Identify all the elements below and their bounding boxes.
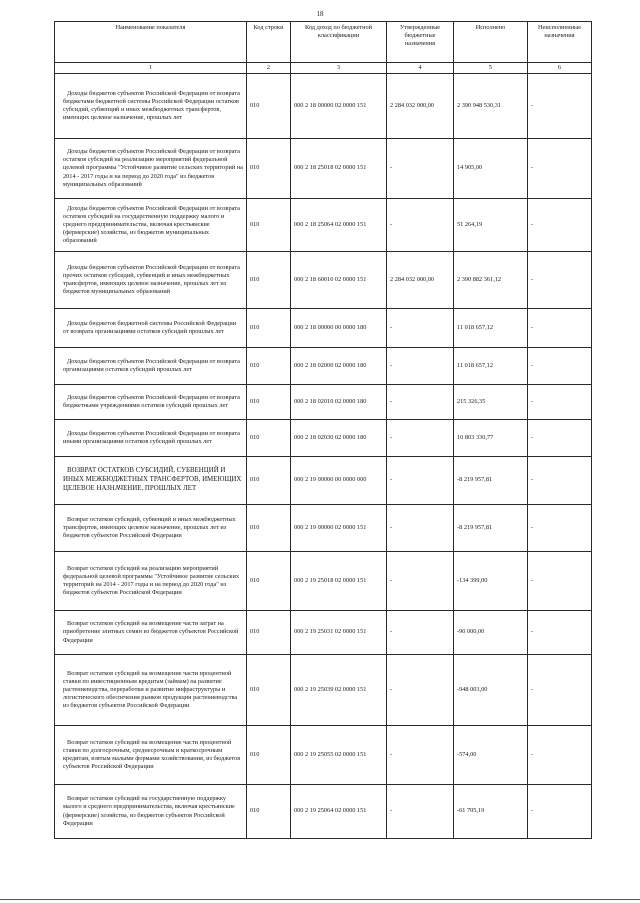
row-approved-amount: - (387, 785, 454, 839)
header-indicator-name: Наименование показателя (55, 22, 247, 63)
row-unexecuted-amount: - (528, 785, 592, 839)
row-executed-amount: -61 705,19 (454, 785, 528, 839)
table-row (55, 726, 592, 785)
table-row (55, 655, 592, 726)
row-approved-amount: - (387, 199, 454, 252)
row-executed-amount: 2 390 882 361,12 (454, 252, 528, 309)
table-row (55, 420, 592, 457)
row-indicator-name: Доходы бюджетов субъектов Российской Федерации от возврата организациями остатков субсидий прошлых лет (55, 348, 247, 385)
row-budget-classification-code: 000 2 18 02030 02 0000 180 (291, 420, 387, 457)
row-line-code: 010 (247, 199, 291, 252)
table-row (55, 74, 592, 139)
row-line-code: 010 (247, 552, 291, 611)
budget-execution-table (54, 21, 592, 839)
row-indicator-name: Возврат остатков субсидий на государственную поддержку малого и среднего предпринимательства, включая крестьянские (фермерские) хозяйства, из бюджетов субъектов Российской Федерации (55, 785, 247, 839)
column-number: 6 (528, 63, 592, 74)
row-budget-classification-code: 000 2 18 02000 02 0000 180 (291, 348, 387, 385)
row-budget-classification-code: 000 2 19 25031 02 0000 151 (291, 611, 387, 655)
row-unexecuted-amount: - (528, 420, 592, 457)
row-line-code: 010 (247, 385, 291, 420)
row-executed-amount: -574,00 (454, 726, 528, 785)
row-budget-classification-code: 000 2 19 25064 02 0000 151 (291, 785, 387, 839)
row-approved-amount: 2 284 032 000,00 (387, 74, 454, 139)
row-approved-amount: - (387, 655, 454, 726)
column-number: 1 (55, 63, 247, 74)
row-executed-amount: 10 803 330,77 (454, 420, 528, 457)
row-line-code: 010 (247, 457, 291, 505)
row-budget-classification-code: 000 2 19 25018 02 0000 151 (291, 552, 387, 611)
column-number: 4 (387, 63, 454, 74)
header-unexecuted-appropriations: Неисполненные назначения (528, 22, 592, 63)
table-row (55, 552, 592, 611)
row-approved-amount: - (387, 309, 454, 348)
row-budget-classification-code: 000 2 18 60010 02 0000 151 (291, 252, 387, 309)
row-line-code: 010 (247, 655, 291, 726)
row-indicator-name: Возврат остатков субсидий, субвенций и иных межбюджетных трансфертов, имеющих целевое назначение, прошлых лет из бюджетов субъектов Российской Федерации (55, 505, 247, 552)
row-unexecuted-amount: - (528, 611, 592, 655)
table-row (55, 139, 592, 199)
row-indicator-name: Доходы бюджетов субъектов Российской Федерации от возврата остатков субсидий на государственную поддержку малого и среднего предпринимательства, включая крестьянские (фермерские) хозяйства, из бюджетов муниципальных образований (55, 199, 247, 252)
row-approved-amount: - (387, 726, 454, 785)
row-unexecuted-amount: - (528, 655, 592, 726)
row-executed-amount: 14 905,00 (454, 139, 528, 199)
table-row (55, 505, 592, 552)
row-indicator-name: Доходы бюджетов субъектов Российской Федерации от возврата прочих остатков субсидий, субвенций и иных межбюджетных трансфертов, имеющих целевое назначение, прошлых лет из бюджетов муниципальных образований (55, 252, 247, 309)
row-approved-amount: - (387, 420, 454, 457)
row-indicator-name: Возврат остатков субсидий на возмещение части затрат на приобретение элитных семян из бюджетов субъектов Российской Федерации (55, 611, 247, 655)
table-row (55, 611, 592, 655)
row-line-code: 010 (247, 348, 291, 385)
row-executed-amount: -134 399,00 (454, 552, 528, 611)
row-indicator-name: Доходы бюджетов бюджетной системы Российской Федерации от возврата организациями остатков субсидий прошлых лет (55, 309, 247, 348)
row-indicator-name: Возврат остатков субсидий на возмещение части процентной ставки по долгосрочным, среднесрочным и краткосрочным кредитам, взятым малыми формами хозяйствования, из бюджетов субъектов Российской Федерации (55, 726, 247, 785)
table-body (55, 74, 592, 839)
row-budget-classification-code: 000 2 19 25039 02 0000 151 (291, 655, 387, 726)
row-approved-amount: - (387, 505, 454, 552)
table-row (55, 309, 592, 348)
row-unexecuted-amount: - (528, 309, 592, 348)
table-row (55, 457, 592, 505)
row-approved-amount: 2 284 032 000,00 (387, 252, 454, 309)
row-unexecuted-amount: - (528, 139, 592, 199)
row-executed-amount: 11 018 657,12 (454, 309, 528, 348)
row-approved-amount: - (387, 385, 454, 420)
row-unexecuted-amount: - (528, 385, 592, 420)
row-unexecuted-amount: - (528, 552, 592, 611)
column-number: 3 (291, 63, 387, 74)
row-executed-amount: -948 003,00 (454, 655, 528, 726)
row-budget-classification-code: 000 2 19 25055 02 0000 151 (291, 726, 387, 785)
column-number: 5 (454, 63, 528, 74)
row-executed-amount: 11 018 657,12 (454, 348, 528, 385)
table-row (55, 385, 592, 420)
header-line-code: Код строки (247, 22, 291, 63)
row-executed-amount: -90 000,00 (454, 611, 528, 655)
row-unexecuted-amount: - (528, 199, 592, 252)
row-unexecuted-amount: - (528, 252, 592, 309)
row-line-code: 010 (247, 726, 291, 785)
row-indicator-name: Возврат остатков субсидий на возмещение части процентной ставки по инвестиционным кредитам (займам) на развитие растениеводства, переработки и развитие инфраструктуры и логистического обеспечения рынков продукции растениеводства из бюджетов субъектов Российской Федерации (55, 655, 247, 726)
table-row (55, 348, 592, 385)
row-executed-amount: 215 326,35 (454, 385, 528, 420)
row-budget-classification-code: 000 2 19 00000 00 0000 000 (291, 457, 387, 505)
row-unexecuted-amount: - (528, 348, 592, 385)
row-line-code: 010 (247, 74, 291, 139)
row-approved-amount: - (387, 139, 454, 199)
row-approved-amount: - (387, 552, 454, 611)
table-row (55, 785, 592, 839)
row-line-code: 010 (247, 309, 291, 348)
row-indicator-name: ВОЗВРАТ ОСТАТКОВ СУБСИДИЙ, СУБВЕНЦИЙ И ИНЫХ МЕЖБЮДЖЕТНЫХ ТРАНСФЕРТОВ, ИМЕЮЩИХ ЦЕЛЕВОЕ НАЗНАЧЕНИЕ, ПРОШЛЫХ ЛЕТ (55, 457, 247, 505)
row-unexecuted-amount: - (528, 505, 592, 552)
page-number: 18 (316, 10, 324, 18)
row-approved-amount: - (387, 611, 454, 655)
row-approved-amount: - (387, 348, 454, 385)
row-indicator-name: Доходы бюджетов субъектов Российской Федерации от возврата бюджетами бюджетной системы Российской Федерации остатков субсидий, субвенций и иных межбюджетных трансфертов, имеющих целевое назначение, прошлых лет (55, 74, 247, 139)
row-budget-classification-code: 000 2 18 25018 02 0000 151 (291, 139, 387, 199)
row-unexecuted-amount: - (528, 457, 592, 505)
row-line-code: 010 (247, 420, 291, 457)
column-number: 2 (247, 63, 291, 74)
table-row (55, 252, 592, 309)
table-row (55, 199, 592, 252)
row-indicator-name: Доходы бюджетов субъектов Российской Федерации от возврата иными организациями остатков субсидий прошлых лет (55, 420, 247, 457)
row-line-code: 010 (247, 505, 291, 552)
row-line-code: 010 (247, 611, 291, 655)
row-executed-amount: -8 219 957,81 (454, 457, 528, 505)
row-indicator-name: Доходы бюджетов субъектов Российской Федерации от возврата бюджетными учреждениями остатков субсидий прошлых лет (55, 385, 247, 420)
row-unexecuted-amount: - (528, 726, 592, 785)
row-indicator-name: Возврат остатков субсидий на реализацию мероприятий федеральной целевой программы "Устойчивое развитие сельских территорий на 2014 - 2017 годы и на период до 2020 года" из бюджетов субъектов Российской Федерации (55, 552, 247, 611)
row-line-code: 010 (247, 785, 291, 839)
row-unexecuted-amount: - (528, 74, 592, 139)
row-budget-classification-code: 000 2 18 25064 02 0000 151 (291, 199, 387, 252)
column-number-row (55, 63, 592, 74)
row-budget-classification-code: 000 2 19 00000 02 0000 151 (291, 505, 387, 552)
row-budget-classification-code: 000 2 18 00000 00 0000 180 (291, 309, 387, 348)
row-executed-amount: -8 219 957,81 (454, 505, 528, 552)
header-approved-appropriations: Утвержденные бюджетные назначения (387, 22, 454, 63)
row-line-code: 010 (247, 252, 291, 309)
row-approved-amount: - (387, 457, 454, 505)
bottom-page-rule (0, 899, 640, 900)
row-executed-amount: 2 390 948 530,31 (454, 74, 528, 139)
row-executed-amount: 51 264,19 (454, 199, 528, 252)
row-line-code: 010 (247, 139, 291, 199)
row-budget-classification-code: 000 2 18 02010 02 0000 180 (291, 385, 387, 420)
row-budget-classification-code: 000 2 18 00000 02 0000 151 (291, 74, 387, 139)
row-indicator-name: Доходы бюджетов субъектов Российской Федерации от возврата остатков субсидий на реализацию мероприятий федеральной целевой программы "Устойчивое развитие сельских территорий на 2014 - 2017 годы и на период до 2020 года" из бюджетов муниципальных образований (55, 139, 247, 199)
header-budget-classification-code: Код доход по бюджетной классификации (291, 22, 387, 63)
header-executed: Исполнено (454, 22, 528, 63)
table-header-row (55, 22, 592, 63)
